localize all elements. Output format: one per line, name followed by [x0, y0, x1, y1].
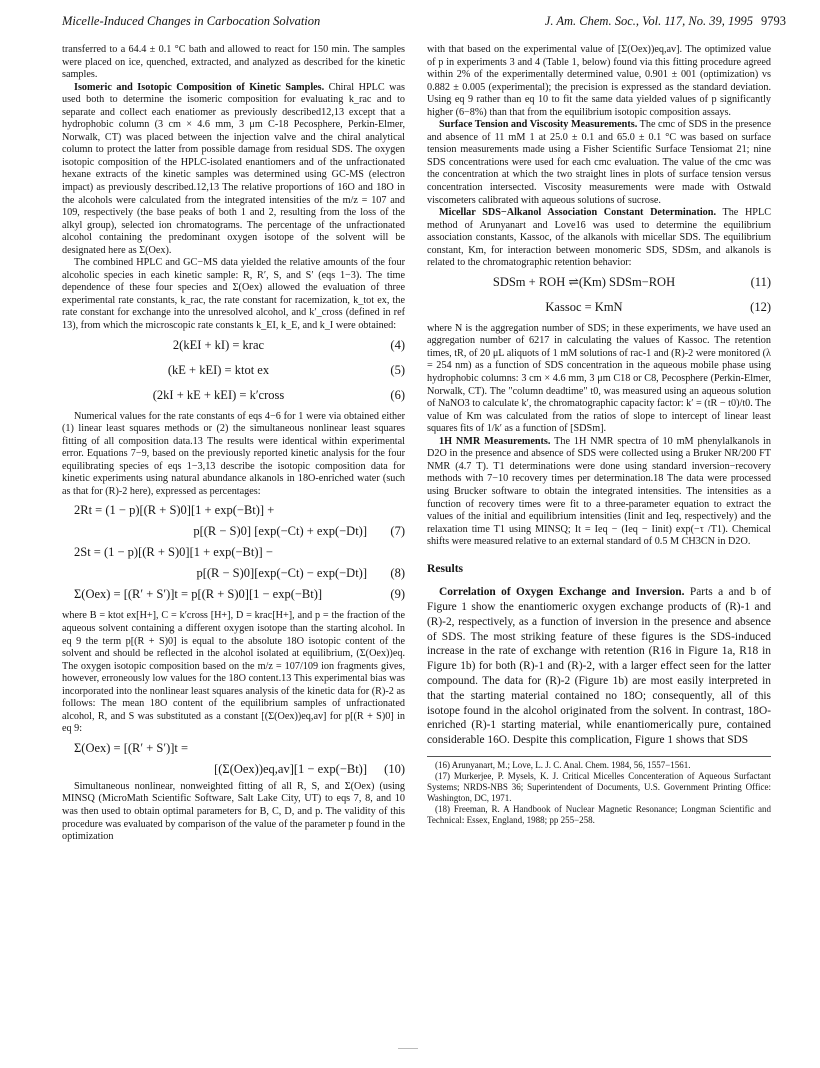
equation-body: 2(kEI + kI) = krac — [172, 337, 265, 352]
equation-body: (kE + kEI) = ktot ex — [167, 362, 270, 377]
equation-body: Σ(Oex) = [(R′ + S′)]t = — [74, 740, 189, 755]
run-in-heading: Isomeric and Isotopic Composition of Kinetic Samples. — [74, 81, 325, 93]
paragraph — [427, 436, 771, 549]
equation-number: (7) — [390, 524, 405, 539]
equation-body: p[(R − S)0] [exp(−Ct) + exp(−Dt)] — [193, 524, 367, 539]
run-in-heading: Micellar SDS−Alkanol Association Constant Determination. — [439, 207, 716, 219]
equation-number: (10) — [384, 761, 405, 776]
equation-body: (2kI + kE + kEI) = k′cross — [152, 387, 285, 402]
equation-5 — [62, 361, 405, 383]
paragraph: The combined HPLC and GC−MS data yielded the relative amounts of the four alcoholic species in each kinetic sample: R, R′, S, and S′ (eqs 1−3). The time dependence of these four species and Σ(Oex) allowed the evaluation of three experimental rate constants, k_rac, the rate constant for racemization, k_tot ex, the rate constant for exchange into the unresolved alcohol, and k′_cross (defined in ref 13), from which the microscopic rate constants k_EI, k_E, and k_I were obtained: — [62, 257, 405, 332]
page-mark — [398, 1048, 418, 1055]
paragraph-text: The HPLC method of Arunyanart and Love16 was used to determine the equilibrium association constants, Kassoc, of the alkanols with micellar SDS. The equilibrium constant, Km, for interaction between monomeric SDS, SDSm, and alkanols is related to the chromatographic retention behavior: — [427, 207, 771, 269]
paragraph: where N is the aggregation number of SDS; in these experiments, we have used an aggregation number of 6217 in calculating the values of Kassoc. The retention times, tR, of 20 μL aliquots of 1 mM solutions of rac-1 and (R)-2 were monitored (λ = 254 nm) as a function of SDS concentration in the aqueous mobile phase using hydrophobic columns: 3 cm × 4.6 mm, 3 μm C18 or C8, Pecosphere (Perkin-Elmer, Norwalk, CT). The "column deadtime" t0, was measured using an aqueous solution of NaNO3 to calculate k′, the chromatographic capacity factor: k′ = (tR − t0)/t0. The value of Km was calculated from the ratios of slope to intercept of linear least squares fits of 1/k′ as a function of [SDSm]. — [427, 322, 771, 435]
paragraph: transferred to a 64.4 ± 0.1 °C bath and allowed to react for 150 min. The samples were placed on ice, quenched, extracted, and analyzed as described for the kinetic samples. — [62, 44, 405, 81]
paragraph — [427, 585, 771, 748]
equation-body: [(Σ(Oex))eq,av][1 − exp(−Bt)] — [214, 761, 367, 776]
paragraph: Numerical values for the rate constants of eqs 4−6 for 1 were via obtained either (1) linear least squares methods or (2) the simultaneous nonlinear least squares fitting of all composition data.13 The results were identical within experimental error. Equations 7−9, based on the previously reported kinetic analysis for the four equilibrating species of eqs 1−3,13 describe the isotopic composition data for kinetic experiments using natural abundance alkanols in 18O-enriched water (such as that for (R)-2 here), expressed as percentages: — [62, 410, 405, 497]
paragraph — [62, 82, 405, 258]
equation-number: (5) — [390, 362, 405, 377]
run-in-heading: Surface Tension and Viscosity Measurements. — [439, 119, 638, 131]
equation-4 — [62, 336, 405, 358]
equation-number: (8) — [390, 566, 405, 581]
equation-body: 2St = (1 − p)[(R + S)0][1 + exp(−Bt)] − — [74, 545, 273, 560]
reference-item: (18) Freeman, R. A Handbook of Nuclear Magnetic Resonance; Longman Scientific and Technical: Essex, England, 1988; pp 255−258. — [427, 804, 771, 825]
running-header — [62, 14, 786, 34]
equation-number: (6) — [390, 387, 405, 402]
paragraph: where B = ktot ex[H+], C = k′cross [H+], D = krac[H+], and p = the fraction of the aqueous solvent containing a different oxygen isotope than the starting alcohol. In eq 9 the term p[(R + S)0] is equal to the absolute 18O isotopic content of the solvent and should be reflected in the alcohol isolated at equilibrium, (Σ(Oex))eq. The oxygen isotopic composition based on the m/z = 107/109 ion fragments gives, however, erroneously low values for the 18O content.13 This experimental bias was incorporated into the nonlinear least squares analysis of the kinetic data for (R)-2 as follows: The mean 18O content of the equilibrium samples of unfractionated alcohol, R, and S was substituted as a constant [(Σ(Oex))eq,av] for p[(R + S)0] in eq 9: — [62, 610, 405, 735]
equation-7-line2 — [62, 522, 405, 540]
equation-8-line1 — [62, 543, 405, 561]
equation-body: Kassoc = KmN — [545, 299, 623, 314]
left-column — [62, 44, 405, 844]
equation-12 — [427, 298, 771, 320]
journal-name: J. Am. Chem. Soc., Vol. 117, No. 39, 1995 — [544, 14, 753, 28]
equation-6 — [62, 386, 405, 408]
running-title: Micelle-Induced Changes in Carbocation Solvation — [62, 14, 321, 28]
equation-11 — [427, 273, 771, 295]
section-heading-results: Results — [427, 561, 464, 575]
equation-10-line1 — [62, 739, 405, 757]
equation-body: SDSm + ROH ⇌(Km) SDSm−ROH — [492, 274, 676, 289]
paragraph — [427, 207, 771, 270]
equation-8-line2 — [62, 564, 405, 582]
reference-item: (16) Arunyanart, M.; Love, L. J. C. Anal. Chem. 1984, 56, 1557−1561. — [435, 760, 691, 770]
paragraph-text: Chiral HPLC was used both to determine the isomeric composition for evaluating k_rac and to separate and collect each enatiomer as previously described12,13 except that a hydrophobic column (3 cm × 4.6 mm, 3 μm C-18 Pecosphere, Perkin-Elmer, Norwalk, CT) was placed between the injection valve and the chiral analytical column to protect the latter from possible damage from residual SDS. The oxygen isotopic composition of the HPLC-isolated enantiomers and of the unfractionated hexane extracts of the kinetic samples was determined using GC-MS (electron impact) as previously described.12,13 The relative proportions of 16O and 18O in the alcohols were calculated from the integrated intensities of the m/z = 107 and 109, respectively (the base peaks of both 1 and 2, resulting from the loss of the alkyl group), selected ion chromatograms. The percentage of the unfractionated alcohol containing the predominant oxygen isotope of the solvent will be designated here as Σ(Oex). — [62, 81, 405, 256]
run-in-heading: 1H NMR Measurements. — [439, 435, 551, 447]
footnote-references — [427, 756, 771, 826]
right-column — [427, 44, 771, 826]
paragraph — [427, 119, 771, 207]
paragraph: Simultaneous nonlinear, nonweighted fitting of all R, S, and Σ(Oex) (using MINSQ (MicroMath Scientific Software, Salt Lake City, UT) to eqs 7, 8, and 10 was then used to obtain optimal parameters for B, C, D, and p. The validity of this procedure was evaluated by comparison of the value of the parameter p found in the optimization — [62, 780, 405, 843]
run-in-heading: Correlation of Oxygen Exchange and Inversion. — [439, 586, 685, 599]
paragraph-text: Parts a and b of Figure 1 show the enantiomeric oxygen exchange products of (R)-1 and (R)-2, respectively, as a function of inversion in the presence and absence of SDS. The most striking feature of these figures is the SDS-induced increase in the rate of exchange with retention (R16 in Figure 1a, R18 in Figure 1b) for both (R)-1 and (R)-2, with a larger effect seen for the latter compound. The data for (R)-2 (Figure 1b) are most easily interpreted in that the starting material contained no 18O; consequently, all of this isotope found in the alcohol originated from the solvent. In contrast, 18O-enriched (R)-1 starting material, while enantiomerically pure, contained considerable 16O. Despite this complication, Figure 1 shows that SDS — [427, 586, 772, 747]
equation-number: (9) — [390, 587, 405, 602]
equation-number: (4) — [390, 337, 405, 352]
equation-number: (11) — [750, 274, 771, 289]
page-number: 9793 — [761, 14, 786, 28]
paragraph-text: The 1H NMR spectra of 10 mM phenylalkanols in D2O in the presence and absence of SDS were collected using a Bruker NR/200 FT NMR (4.7 T). T1 determinations were done using standard inversion−recovery methods with 7−10 recovery times per determination.18 The data were processed using Brucker software to obtain the integrated intensities. The intensities as a function of recovery times were fit to a three-parameter equation to extract the values of the initial and equilibrium intensities (Iinit and Ieq, respectively) and the relaxation time T1 using MINSQ; It = Ieq − (Ieq − Iinit) exp(−τ /T1). Chemical shifts were measured relative to an external standard of 0.5 M CH3CN in D2O. — [427, 435, 771, 548]
equation-7-line1 — [62, 501, 405, 519]
reference-item: (17) Murkerjee, P. Mysels, K. J. Critical Micelles Concenteration of Aqueous Surfactant Systems; NRDS-NBS 36; Superintendent of Documents, U.S. Government Printing Office: Washington, DC, 1971. — [427, 771, 771, 803]
equation-10-line2 — [62, 760, 405, 778]
equation-body: Σ(Oex) = [(R′ + S′)]t = p[(R + S)0][1 − exp(−Bt)] — [74, 587, 323, 602]
equation-body: 2Rt = (1 − p)[(R + S)0][1 + exp(−Bt)] + — [74, 503, 275, 518]
equation-body: p[(R − S)0][exp(−Ct) − exp(−Dt)] — [196, 566, 367, 581]
paragraph-text: The cmc of SDS in the presence and absence of 11 mM 1 at 25.0 ± 0.1 and 65.0 ± 0.1 °C was based on surface tension measurements made using a Fisher Scientific Surface Tensiomat 21; nine SDS concentrations were used for each cmc evaluation. The value of the cmc was the concentration at which the two straight lines in plots of surface tension versus concentration intersected. Viscosity measurements were made with Ostwald viscometers calibrated with aqueous solutions of sucrose. — [427, 119, 772, 206]
equation-number: (12) — [750, 299, 771, 314]
journal-citation — [545, 14, 786, 29]
paragraph: with that based on the experimental value of [Σ(Oex))eq,av]. The optimized value of p in experiments 3 and 4 (Table 1, below) found via this fitting procedure agreed within 2% of the experimentally determined value, 0.901 ± 001 (optimization) vs 0.882 ± 0.005 (experimental); the precision is expressed as the standard deviation. Using eq 9 rather than eq 10 to fit the same data yielded values of p significantly higher (6−8%) than that from the equilibrium isotopic composition assays. — [427, 44, 771, 118]
equation-9 — [62, 585, 405, 607]
